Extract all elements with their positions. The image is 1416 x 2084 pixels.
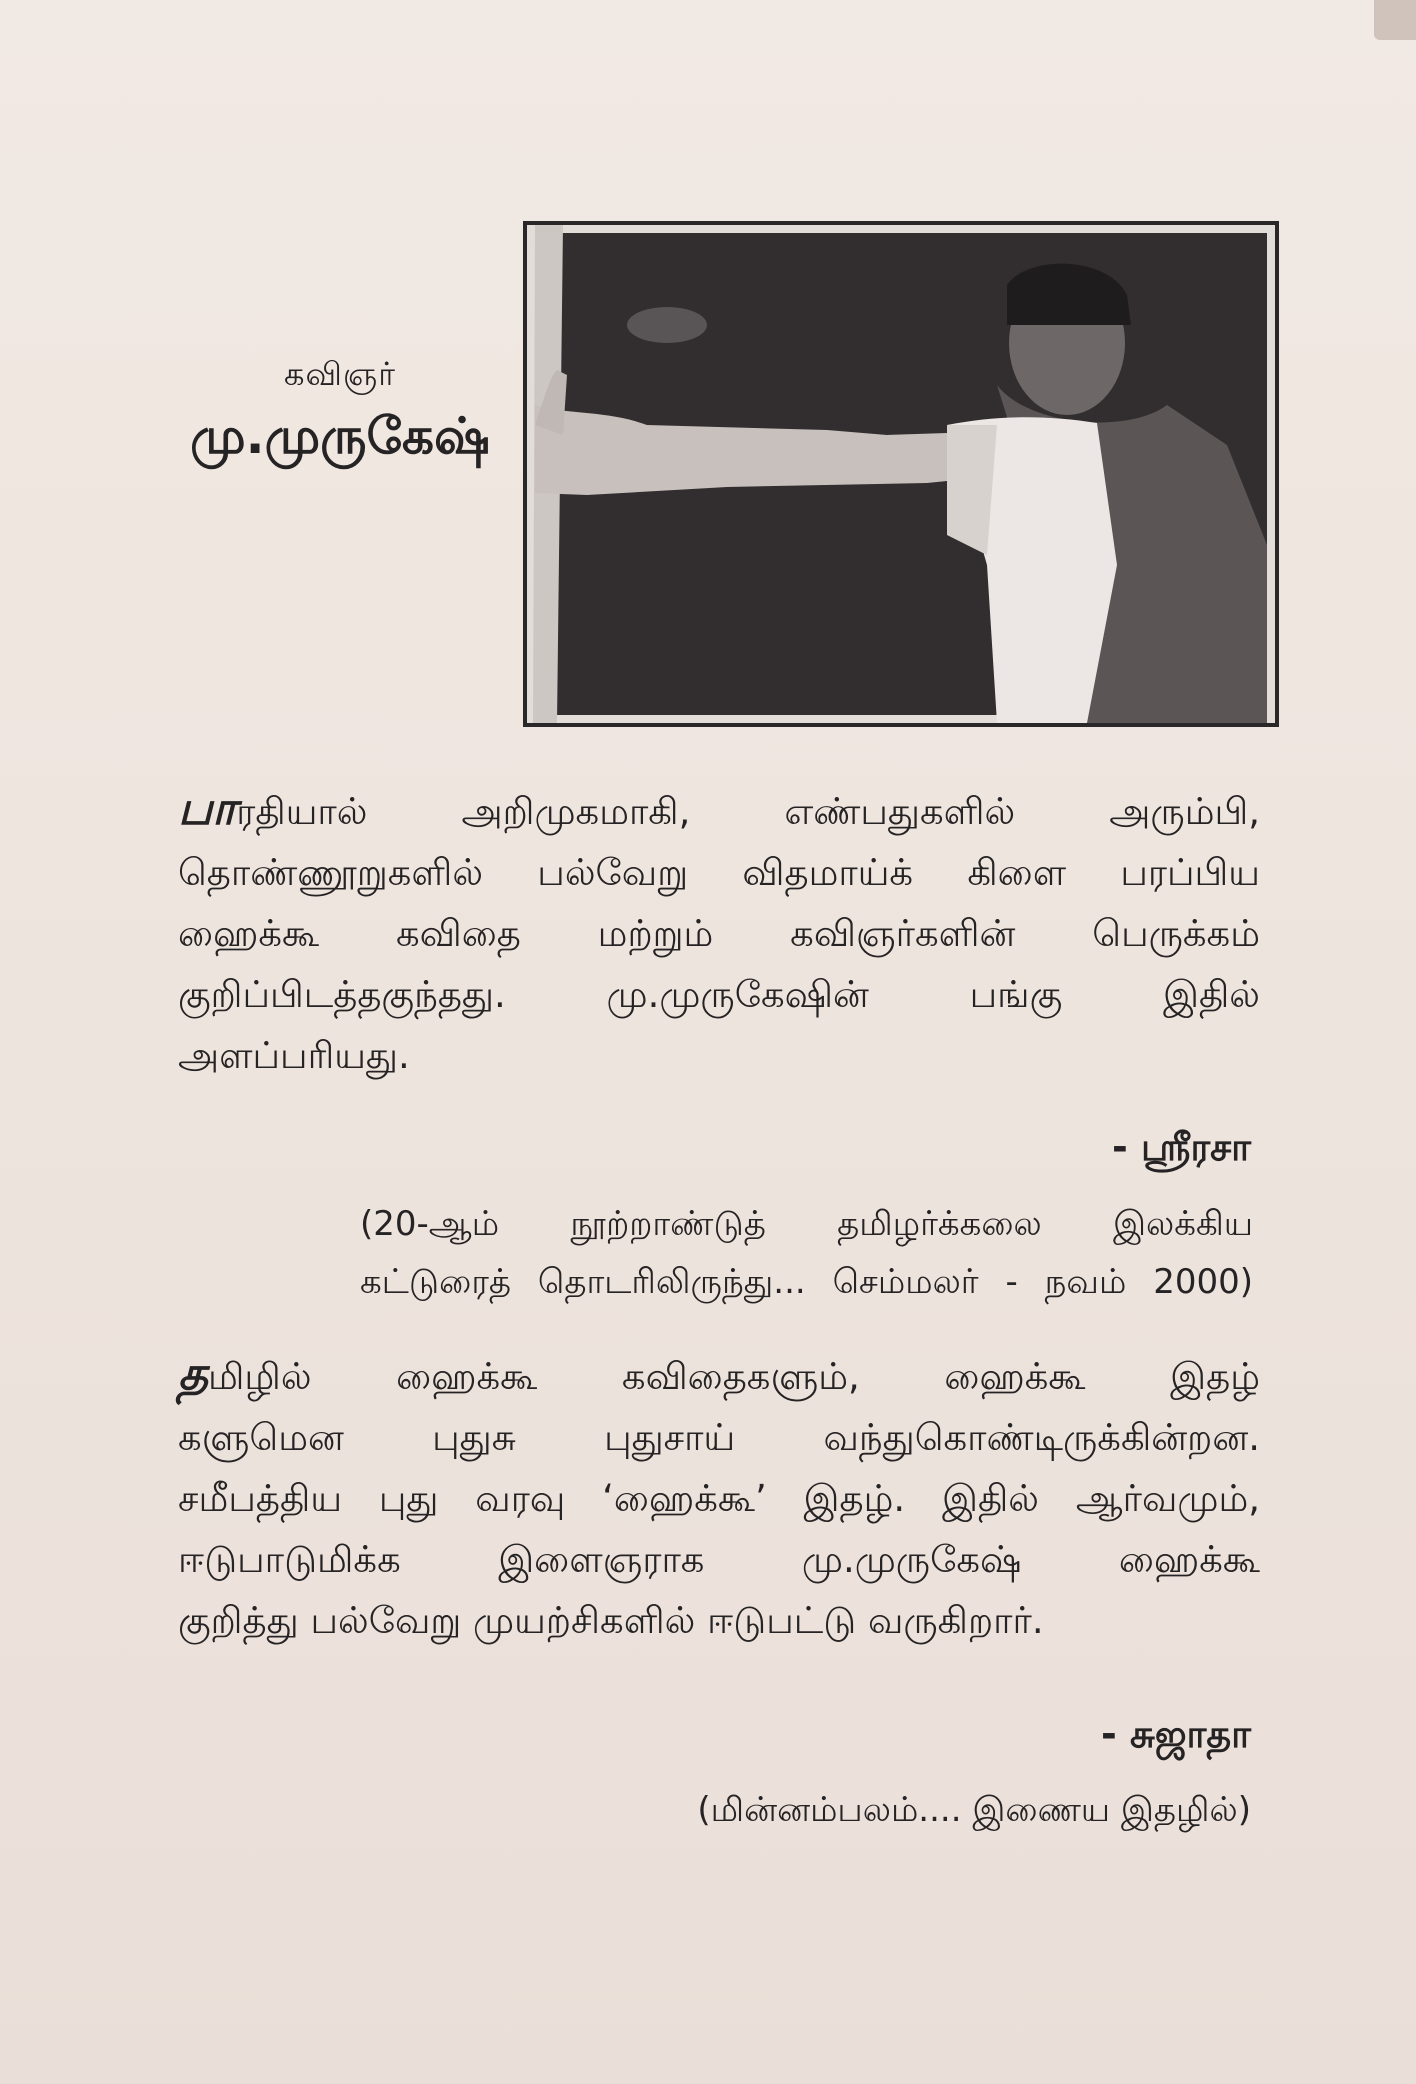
quote2-line-5: குறித்து பல்வேறு முயற்சிகளில் ஈடுபட்டு வருகிறார். bbox=[178, 1599, 1044, 1642]
quote1-line-5: அளப்பரியது. bbox=[178, 1034, 410, 1077]
author-photo bbox=[523, 221, 1279, 727]
page-corner-tab bbox=[1374, 0, 1416, 40]
quote1-source-line-2: கட்டுரைத் தொடரிலிருந்து... செம்மலர் - நவம் 2000) bbox=[360, 1262, 1253, 1302]
quote2-paragraph bbox=[178, 1343, 1260, 1651]
author-block bbox=[170, 355, 510, 472]
quote1-dropcap: பா bbox=[178, 781, 237, 835]
quote1-attribution: - ஸ்ரீரசா bbox=[1112, 1125, 1251, 1169]
quote1-line-3: ஹைக்கூ கவிதை மற்றும் கவிஞர்களின் பெருக்கம் bbox=[178, 912, 1260, 955]
quote2-line-2: களுமென புதுசு புதுசாய் வந்துகொண்டிருக்கின்றன. bbox=[178, 1416, 1260, 1459]
quote2-line-4: ஈடுபாடுமிக்க இளைஞராக மு.முருகேஷ் ஹைக்கூ bbox=[178, 1538, 1260, 1581]
quote1-line-2: தொண்ணூறுகளில் பல்வேறு விதமாய்க் கிளை பரப்பிய bbox=[178, 851, 1260, 894]
quote2-source: (மின்னம்பலம்.... இணைய இதழில்) bbox=[697, 1790, 1251, 1830]
quote2-dropcap: த bbox=[178, 1346, 208, 1400]
quote1-line-4: குறிப்பிடத்தகுந்தது. மு.முருகேஷின் பங்கு இதில் bbox=[178, 973, 1260, 1016]
quote1-paragraph bbox=[178, 778, 1260, 1086]
quote2-line-1: மிழில் ஹைக்கூ கவிதைகளும், ஹைக்கூ இதழ் bbox=[207, 1355, 1260, 1398]
author-portrait-photo-icon bbox=[527, 225, 1275, 723]
poet-title: கவிஞர் bbox=[284, 355, 396, 393]
quote1-source-line-1: (20-ஆம் நூற்றாண்டுத் தமிழர்க்கலை இலக்கிய bbox=[360, 1204, 1253, 1244]
poet-name: மு.முருகேஷ் bbox=[190, 407, 490, 465]
quote1-source bbox=[360, 1195, 1253, 1311]
quote2-attribution: - சுஜாதா bbox=[1101, 1712, 1251, 1756]
quote1-line-1: ரதியால் அறிமுகமாகி, எண்பதுகளில் அரும்பி, bbox=[236, 790, 1260, 833]
quote2-line-3: சமீபத்திய புது வரவு ‘ஹைக்கூ’ இதழ். இதில் ஆர்வமும், bbox=[178, 1477, 1260, 1520]
